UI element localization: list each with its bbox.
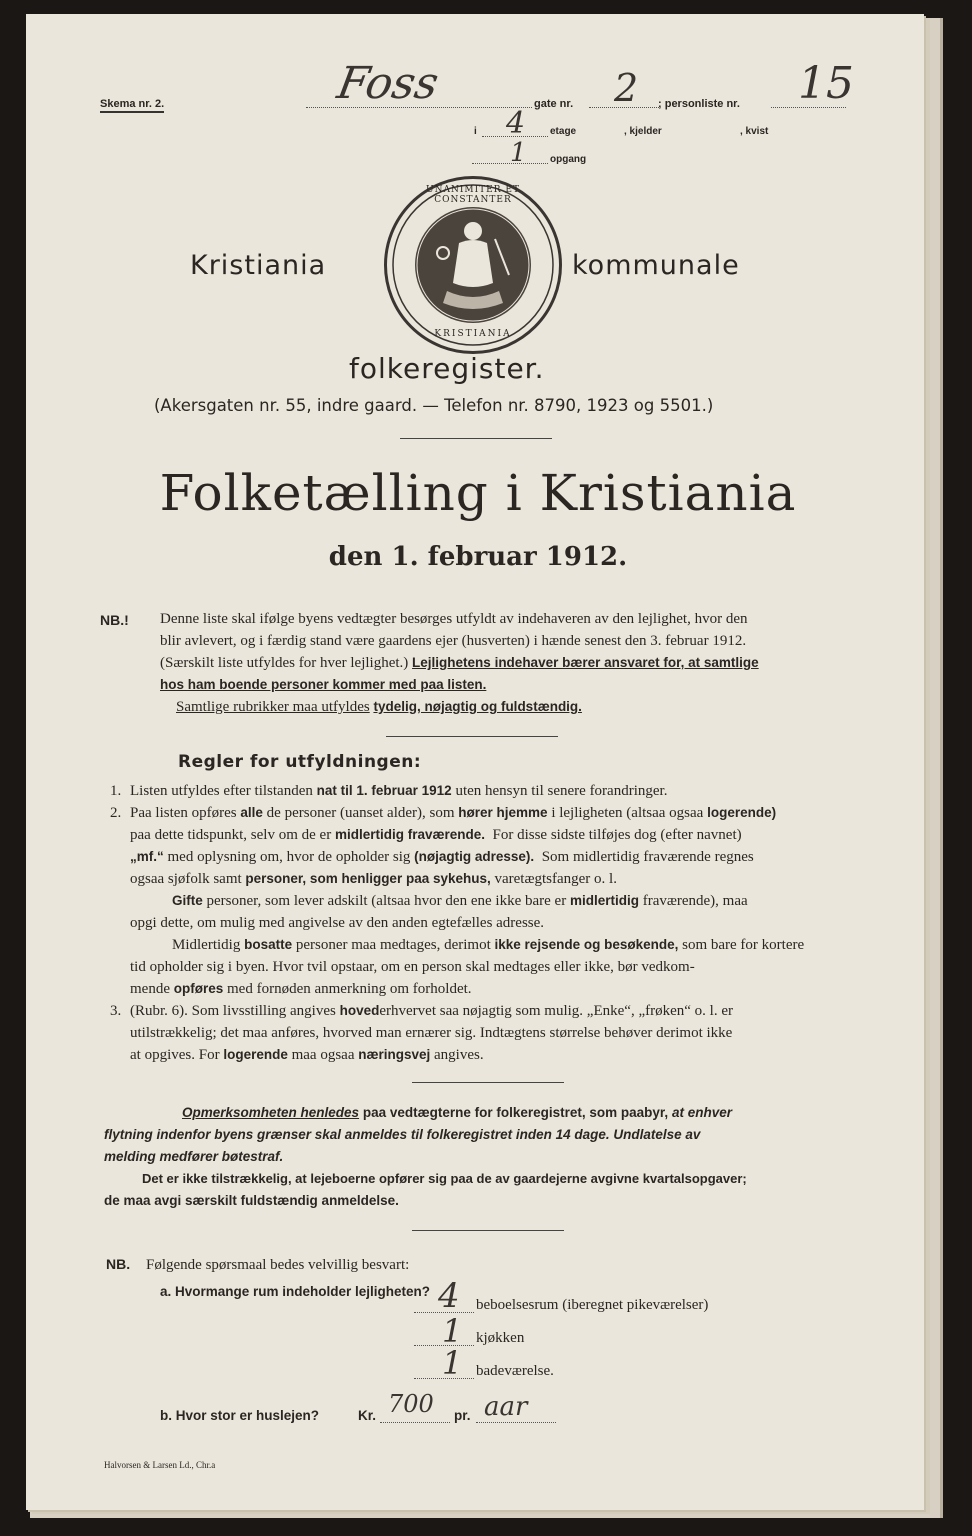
question-b-label: b. Hvor stor er huslejen? [160,1408,320,1423]
rule-3-number: 3. [110,1003,122,1019]
rule-bold: (nøjagtig adresse). [414,849,535,864]
etage-label: etage [550,126,577,137]
rule-text: med oplysning om, hvor de opholder sig [167,849,411,865]
notice-text: Det er ikke tilstrækkelig, at lejeboerne opfører sig paa de av gaardejerne avgivne kvartalsopgaver; [142,1171,747,1186]
opgang-label: opgang [550,154,587,165]
rule-1-bold: nat til 1. februar 1912 [316,783,452,798]
rule-text: varetægtsfanger o. l. [494,871,617,887]
period-line [476,1422,556,1423]
rule-text: de personer (uanset alder), som [266,805,455,821]
rent-line [380,1422,450,1423]
notice-text: de maa avgi særskilt fuldstændig anmeldelse. [104,1193,399,1208]
rule-bold: bosatte [244,937,293,952]
questions-intro: Følgende spørsmaal bedes velvillig besvart: [146,1257,410,1273]
rule-bold: hører hjemme [458,805,548,820]
i-label: i [474,126,477,137]
nb-paragraph [160,608,870,718]
rule-text: paa dette tidspunkt, selv om de er [130,827,332,843]
rule-text: personer, som lever adskilt (altsaa hvor den ene ikke bare er [206,893,567,909]
rule-text: ogsaa sjøfolk samt [130,871,242,887]
rule-text: For disse sidste tilføjes dog (efter navnet) [492,827,742,843]
schema-label: Skema nr. 2. [100,98,164,113]
personliste-label: ; personliste nr. [658,98,740,110]
rule-text: opgi dette, om mulig med angivelse av den anden egtefælles adresse. [130,915,545,931]
kr-label: Kr. [358,1408,377,1423]
rent-value: 700 [388,1390,434,1418]
rule-text: fraværende), maa [642,893,748,909]
rule-bold: hoved [339,1003,380,1018]
nb-line-5a: Samtlige rubrikker maa utfyldes [176,699,370,715]
rule-1-number: 1. [110,783,122,799]
rule-bold: „mf.“ [130,849,164,864]
document-date: den 1. februar 1912. [328,542,628,572]
masthead-sub: folkeregister. [349,352,545,385]
street-value: Foss [333,58,443,109]
personliste-value: 15 [798,58,854,109]
rule-text: at opgives. For [130,1047,220,1063]
gate-label: gate nr. [534,98,574,110]
rule-text: (Rubr. 6). Som livsstilling angives [130,1003,336,1019]
rule-text: som bare for kortere [682,937,805,953]
rule-text: maa ogsaa [291,1047,355,1063]
nb-line-1: Denne liste skal ifølge byens vedtægter besørges utfyldt av indehaveren av den lejlighet, hvor den [160,611,748,627]
document-title: Folketælling i Kristiania [159,464,797,522]
rule-text: mende [130,981,170,997]
nb-line-4: hos ham boende personer kommer med paa listen. [160,677,487,692]
etage-value: 4 [506,106,526,141]
rule-1-rest: uten hensyn til senere forandringer. [455,783,668,799]
rule-bold: ikke rejsende og besøkende, [494,937,679,952]
rule-text: utilstrækkelig; det maa anføres, hvorved man ernærer sig. Indtægtens størrelse behøver derimot ikke [130,1025,733,1041]
kitchen-label: kjøkken [476,1330,525,1346]
rooms-label: beboelsesrum (iberegnet pikeværelser) [476,1297,709,1313]
nb-line-2: blir avlevert, og i færdig stand være gaardens ejer (husverten) i hænde senest den 3. februar 1912. [160,633,747,649]
period-value: aar [484,1392,528,1422]
census-form [26,14,924,1510]
rule-text: angives. [434,1047,484,1063]
gate-value: 2 [614,66,639,110]
rule-1-text: Listen utfyldes efter tilstanden [130,783,313,799]
rule-2-number: 2. [110,805,122,821]
rule-bold: logerende [223,1047,288,1062]
seal-bottom-text: KRISTIANIA [434,329,512,339]
kitchen-value: 1 [442,1312,463,1350]
notice-italic: flytning indenfor byens grænser skal anmeldes til folkeregistret inden 14 dage. Undlatelse av [104,1127,701,1142]
opgang-value: 1 [510,138,527,168]
bath-value: 1 [442,1344,463,1382]
divider [386,736,558,737]
city-seal [384,176,562,354]
notice-underlined: Opmerksomheten henledes [182,1105,360,1120]
notice-italic: at enhver [671,1105,732,1120]
rule-bold: Gifte [172,893,203,908]
rule-text: med fornøden anmerkning om forholdet. [227,981,472,997]
masthead-address: (Akersgaten nr. 55, indre gaard. — Telefon nr. 8790, 1923 og 5501.) [154,396,714,415]
seal-top-text: UNANIMITER ET CONSTANTER [426,185,520,205]
question-a-label: a. Hvormange rum indeholder lejligheten? [160,1284,431,1299]
rooms-value: 4 [438,1276,460,1316]
bath-label: badeværelse. [476,1363,554,1379]
rules-list [110,780,870,1066]
kjelder-label: , kjelder [624,126,662,137]
rule-bold: næringsvej [358,1047,431,1062]
nb-line-3b: Lejlighetens indehaver bærer ansvaret for, at samtlige [412,655,759,670]
rule-text: Midlertidig [172,937,241,953]
notice-italic: melding medfører bøtestraf. [104,1149,284,1164]
masthead-left: Kristiania [190,250,327,281]
rules-heading: Regler for utfyldningen: [178,752,422,772]
notice-text: paa vedtægterne for folkeregistret, som paabyr, [362,1105,669,1120]
rule-bold: midlertidig fraværende. [334,827,485,842]
questions-nb-label: NB. [106,1256,131,1272]
rule-text: Som midlertidig fraværende regnes [541,849,754,865]
notice-paragraph [104,1102,874,1212]
rule-bold: midlertidig [569,893,639,908]
nb-line-5b: tydelig, nøjagtig og fuldstændig. [373,699,582,714]
pr-label: pr. [454,1408,471,1423]
nb-line-3a: (Særskilt liste utfyldes for hver lejlighet.) [160,655,409,671]
divider [412,1082,564,1083]
rule-bold: personer, som henligger paa sykehus, [245,871,491,886]
masthead-right: kommunale [572,250,740,281]
rule-text: tid opholder sig i byen. Hvor tvil opstaar, om en person skal medtages eller ikke, bør vedkom- [130,959,695,975]
kvist-label: , kvist [740,126,769,137]
divider [400,438,552,439]
rule-bold: opføres [173,981,224,996]
rule-bold: alle [240,805,263,820]
rule-bold: logerende) [707,805,777,820]
rule-text: personer maa medtages, derimot [295,937,491,953]
printer-imprint: Halvorsen & Larsen Ld., Chr.a [104,1460,216,1470]
rule-text: i lejligheten (altsaa ogsaa [551,805,704,821]
nb-label: NB.! [100,612,129,628]
divider [412,1230,564,1231]
rule-text: erhvervet saa nøjagtig som mulig. „Enke“, „frøken“ o. l. er [379,1003,733,1019]
rule-text: Paa listen opføres [130,805,237,821]
